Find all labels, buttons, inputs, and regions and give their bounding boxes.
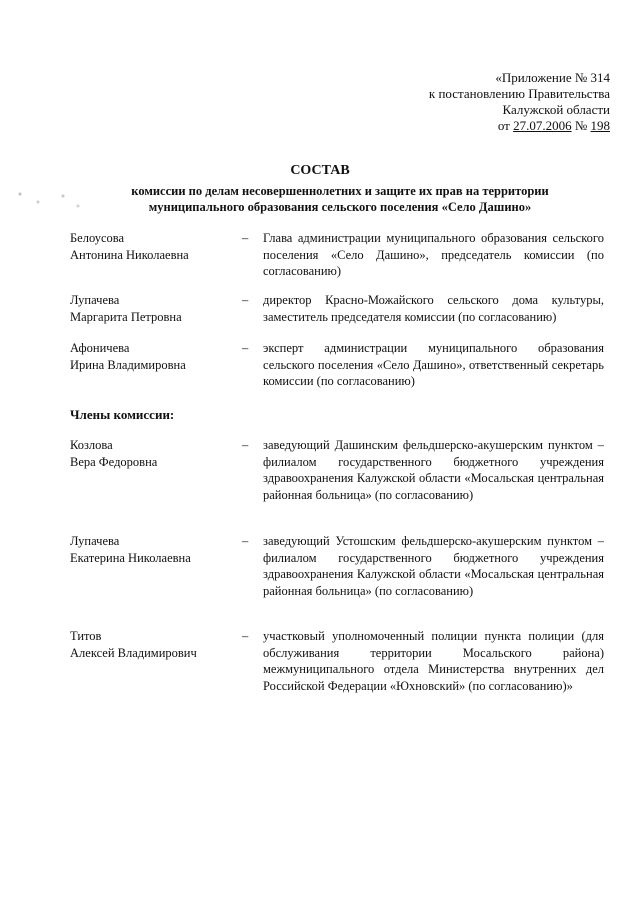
subtitle-line-2: муниципального образования сельского поселения «Село Дашино» bbox=[148, 200, 532, 214]
appendix-line-3: Калужской области bbox=[502, 102, 610, 117]
person-name bbox=[70, 533, 235, 566]
appendix-header bbox=[429, 70, 610, 134]
appendix-line-1: «Приложение № 314 bbox=[495, 70, 610, 85]
person-role: участковый уполномоченный полиции пункта полиции (для обслуживания территории Мосальского района) межмуниципального отдела Министерства внутренних дел Российской Федерации «Юхновский» (по согласованию)» bbox=[263, 629, 604, 693]
appendix-line-4 bbox=[429, 118, 610, 134]
appendix-number-sign: № bbox=[571, 118, 591, 133]
dash-separator: – bbox=[242, 293, 249, 307]
person-given-names: Екатерина Николаевна bbox=[70, 550, 191, 565]
person-role: заведующий Устошским фельдшерско-акушерским пунктом – филиалом государственного бюджетного учреждения здравоохранения Калужской области «Мосальская центральная районная больница» (по согласованию) bbox=[263, 534, 604, 598]
person-role: заведующий Дашинским фельдшерско-акушерским пунктом – филиалом государственного бюджетного учреждения здравоохранения Калужской области «Мосальская центральная районная больница» (по согласованию) bbox=[263, 438, 604, 502]
document-title: СОСТАВ bbox=[290, 163, 350, 178]
document-subtitle bbox=[60, 183, 620, 215]
dash-separator: – bbox=[242, 629, 249, 643]
appendix-date: 27.07.2006 bbox=[513, 118, 572, 133]
person-role: Глава администрации муниципального образования сельского поселения «Село Дашино», председатель комиссии (по согласованию) bbox=[263, 231, 604, 278]
person-given-names: Ирина Владимировна bbox=[70, 357, 186, 372]
person-role: директор Красно-Можайского сельского дома культуры, заместитель председателя комиссии (по согласованию) bbox=[263, 293, 604, 324]
person-name bbox=[70, 340, 235, 373]
dash-separator: – bbox=[242, 341, 249, 355]
subtitle-line-1: комиссии по делам несовершеннолетних и защите их прав на территории bbox=[131, 184, 549, 198]
dash-separator: – bbox=[242, 231, 249, 245]
person-surname: Лупачева bbox=[70, 534, 120, 548]
dash-separator: – bbox=[242, 438, 249, 452]
members-heading: Члены комиссии: bbox=[70, 407, 175, 422]
person-surname: Лупачева bbox=[70, 293, 120, 307]
person-name bbox=[70, 292, 235, 325]
person-name bbox=[70, 230, 235, 263]
person-surname: Афоничева bbox=[70, 341, 130, 355]
person-surname: Титов bbox=[70, 629, 102, 643]
dash-separator: – bbox=[242, 534, 249, 548]
person-name bbox=[70, 437, 235, 470]
person-given-names: Маргарита Петровна bbox=[70, 309, 182, 324]
person-role: эксперт администрации муниципального образования сельского поселения «Село Дашино», ответственный секретарь комиссии (по согласованию) bbox=[263, 341, 604, 388]
appendix-line-2: к постановлению Правительства bbox=[428, 86, 610, 101]
appendix-date-prefix: от bbox=[497, 118, 514, 133]
person-given-names: Вера Федоровна bbox=[70, 454, 158, 469]
person-surname: Козлова bbox=[70, 438, 113, 452]
appendix-number: 198 bbox=[590, 118, 610, 133]
person-surname: Белоусова bbox=[70, 231, 125, 245]
person-given-names: Алексей Владимирович bbox=[70, 645, 197, 660]
person-given-names: Антонина Николаевна bbox=[70, 247, 189, 262]
person-name bbox=[70, 628, 235, 661]
